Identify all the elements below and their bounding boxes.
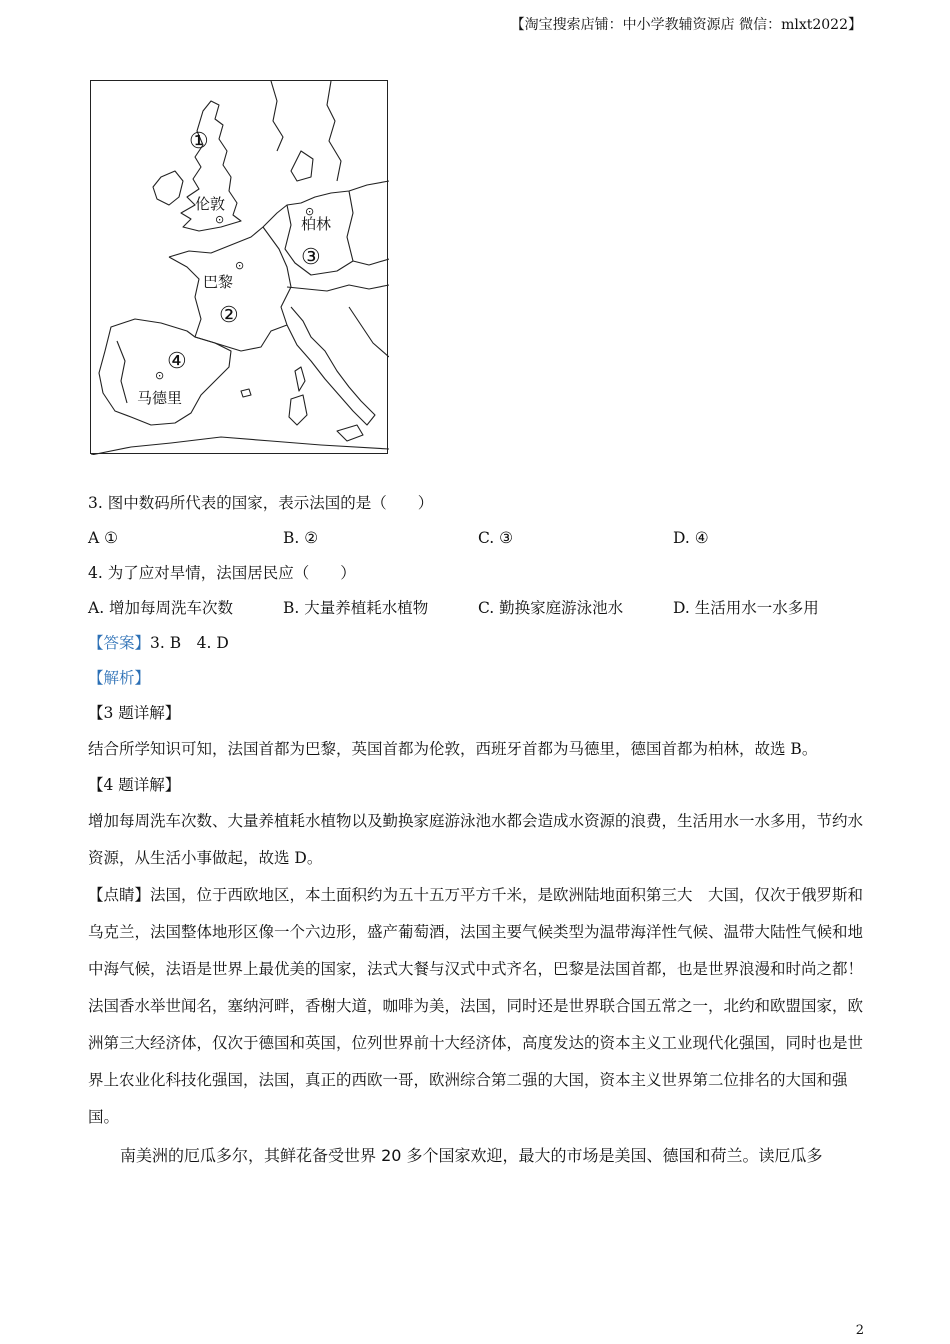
detail-3-title: 【3 题详解】 [88,704,181,722]
q3-option-a: A ① [88,529,119,547]
london-label: 伦敦 [195,195,226,213]
tip-paragraph: 【点睛】法国，位于西欧地区，本土面积约为五十五万平方千米，是欧洲陆地面积第三大 大国，仅次于俄罗斯和乌克兰，法国整体地形区像一个六边形，盛产葡萄酒，法国主要气候类型为温带海洋性气候、温带大陆性气候和地中海气候，法语是世界上最优美的国家，法式大餐与汉式中式齐名，巴黎是法国首都，也是世界浪漫和时尚之都！法国香水举世闻名，塞纳河畔，香榭大道，咖啡为美，法国，同时还是世界联合国五常之一，北约和欧盟国家，欧洲第三大经济体，仅次于德国和英国，位列世界前十大经济体，高度发达的资本主义工业现代化强国，同时也是世界上农业化科技化强国，法国，真正的西欧一哥，欧洲综合第二强的大国，资本主义世界第二位排名的大国和强国。 [88,886,864,1126]
question-4-stem: 4. 为了应对旱情，法国居民应（ ） [88,564,356,582]
answer-line [88,626,868,661]
number-1-label: ① [189,129,209,154]
madrid-label: 马德里 [137,389,183,407]
london-marker: ⊙ [215,213,225,226]
question-3-options [88,521,868,556]
answer-text: 3. B 4. D [150,634,229,652]
question-4-options [88,591,868,626]
question-content [88,486,868,1173]
berlin-label: 柏林 [301,215,332,233]
analysis-tag: 【解析】 [88,669,151,687]
page-header: 【淘宝搜索店铺：中小学教辅资源店 微信：mlxt2022】 [510,17,862,33]
berlin-marker: ⊙ [305,205,315,218]
madrid-marker: ⊙ [155,369,165,382]
answer-tag: 【答案】 [88,634,151,652]
q4-option-d: D. 生活用水一水多用 [673,599,819,617]
page-number: 2 [855,1323,864,1338]
q3-option-c: C. ③ [478,529,514,547]
number-3-label: ③ [301,245,321,270]
paris-label: 巴黎 [203,273,234,291]
q4-option-a: A. 增加每周洗车次数 [88,599,234,617]
q3-option-d: D. ④ [673,529,709,547]
paris-marker: ⊙ [235,259,245,272]
q4-option-c: C. 勤换家庭游泳池水 [478,599,624,617]
q3-option-b: B. ② [283,529,319,547]
number-2-label: ② [219,303,239,328]
number-4-label: ④ [167,349,187,374]
next-question-intro: 南美洲的厄瓜多尔，其鲜花备受世界 20 多个国家欢迎，最大的市场是美国、德国和荷兰。读厄瓜多 [120,1146,823,1165]
detail-3-text: 结合所学知识可知，法国首都为巴黎，英国首都为伦敦，西班牙首都为马德里，德国首都为柏林，故选 B。 [88,740,818,758]
q4-option-b: B. 大量养植耗水植物 [283,599,429,617]
question-3-stem: 3. 图中数码所代表的国家，表示法国的是（ ） [88,494,434,512]
detail-4-text: 增加每周洗车次数、大量养植耗水植物以及勤换家庭游泳池水都会造成水资源的浪费，生活用水一水多用，节约水资源，从生活小事做起，故选 D。 [88,812,864,867]
europe-map [90,80,388,454]
detail-4-title: 【4 题详解】 [88,776,181,794]
